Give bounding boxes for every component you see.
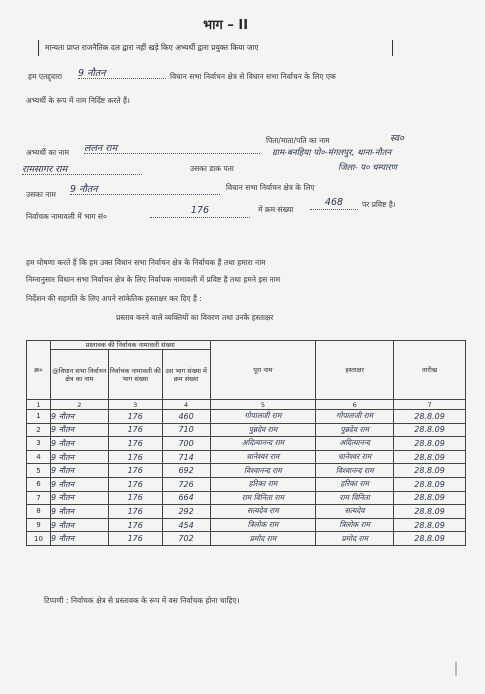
cell-name: पुन्नदेव राम xyxy=(210,423,316,437)
cell-sno: 4 xyxy=(27,450,51,464)
column-number: 3 xyxy=(108,400,162,410)
table-row xyxy=(27,505,466,519)
cell-serial: 454 xyxy=(162,518,210,532)
table-row xyxy=(27,518,466,532)
intro-line2: अभ्यर्थी के रूप में नाम निर्दिष्ट करते हैं। xyxy=(26,96,130,105)
cell-date: 28.8.09 xyxy=(394,477,466,491)
table-row xyxy=(27,477,466,491)
cell-date: 28.8.09 xyxy=(394,437,466,451)
cell-part: 176 xyxy=(108,423,162,437)
table-row xyxy=(27,464,466,478)
cell-part: 176 xyxy=(108,491,162,505)
header-group: प्रस्तावक की निर्वाचक नामावली संख्या xyxy=(50,341,210,350)
cell-name: अदित्यानन्द राम xyxy=(210,437,316,451)
header-date: तारीख xyxy=(394,341,466,400)
cell-signature: पुन्नदेव राम xyxy=(316,423,394,437)
header-constituency: @विधान सभा निर्वाचन क्षेत्र का नाम xyxy=(50,350,108,400)
table-row xyxy=(27,491,466,505)
column-number: 7 xyxy=(394,400,466,410)
candidate-name-label: अभ्यर्थी का नाम xyxy=(26,148,69,157)
cell-part: 176 xyxy=(108,410,162,424)
relation-label: पिता/माता/पति का नाम xyxy=(266,136,330,145)
cell-signature: त्रिलोक राम xyxy=(316,518,394,532)
margin-mark xyxy=(455,662,457,676)
declaration-line2: निम्नानुसार विधान सभा निर्वाचन क्षेत्र के लिए निर्वाचक नामावली में प्रविष्ट है तथा हमने इस नाम xyxy=(26,275,281,284)
cell-signature: सत्यदेव xyxy=(316,505,394,519)
cell-name: गोपालजी राम xyxy=(210,410,316,424)
cell-part: 176 xyxy=(108,518,162,532)
intro-suffix: विधान सभा निर्वाचन क्षेत्र से विधान सभा निर्वाचन के लिए एक xyxy=(170,72,336,81)
cell-serial: 692 xyxy=(162,464,210,478)
declaration-line1: हम घोषणा करते हैं कि हम उक्त विधान सभा निर्वाचन क्षेत्र के निर्वाचक हैं तथा हमारा नाम xyxy=(26,258,266,267)
cell-name: प्रमोद राम xyxy=(210,532,316,546)
footnote: टिप्पणी : निर्वाचक क्षेत्र से प्रस्तावक के रूप में वस निर्वाचक होना चाहिए। xyxy=(44,596,240,605)
serial-number: 468 xyxy=(310,197,358,210)
cell-part: 176 xyxy=(108,450,162,464)
cell-serial: 726 xyxy=(162,477,210,491)
roll-label-pre: निर्वाचक नामावली में भाग सं० xyxy=(26,212,107,221)
cell-serial: 710 xyxy=(162,423,210,437)
cell-serial: 714 xyxy=(162,450,210,464)
cell-constituency: 9 नौतन xyxy=(50,518,108,532)
cell-constituency: 9 नौतन xyxy=(50,464,108,478)
proposers-table xyxy=(26,340,466,546)
cell-date: 28.8.09 xyxy=(394,410,466,424)
intro-constituency: 9 नौतन xyxy=(78,66,166,79)
header-serial: उस भाग संख्या में क्रम संख्या xyxy=(162,350,210,400)
cell-signature: प्रमोद राम xyxy=(316,532,394,546)
cell-serial: 664 xyxy=(162,491,210,505)
table-row xyxy=(27,410,466,424)
header-name: पूरा नाम xyxy=(210,341,316,400)
cell-part: 176 xyxy=(108,464,162,478)
declaration-line3: निर्देशन की सहमति के लिए अपने सांकेतिक हस्ताक्षर कर दिए हैं : xyxy=(26,294,202,303)
cell-signature: राम विनिता xyxy=(316,491,394,505)
table-row xyxy=(27,437,466,451)
cell-sno: 7 xyxy=(27,491,51,505)
header-part: निर्वाचक नामावली की भाग संख्या xyxy=(108,350,162,400)
candidate-constituency: 9 नौतन xyxy=(70,182,220,195)
relation-name-cont: रामसागर राम xyxy=(22,162,142,175)
header-sno: क्र० xyxy=(27,341,51,400)
header-signature: हस्ताक्षर xyxy=(316,341,394,400)
cell-date: 28.8.09 xyxy=(394,450,466,464)
part-number: 176 xyxy=(150,205,250,218)
table-row xyxy=(27,423,466,437)
cell-name: धानेश्वर राम xyxy=(210,450,316,464)
cell-constituency: 9 नौतन xyxy=(50,505,108,519)
cell-serial: 460 xyxy=(162,410,210,424)
cell-part: 176 xyxy=(108,532,162,546)
cell-date: 28.8.09 xyxy=(394,464,466,478)
cell-signature: गोपालजी राम xyxy=(316,410,394,424)
cell-name: हरिका राम xyxy=(210,477,316,491)
cell-sno: 3 xyxy=(27,437,51,451)
cell-signature: धानेश्वर राम xyxy=(316,450,394,464)
column-number: 4 xyxy=(162,400,210,410)
column-number: 2 xyxy=(50,400,108,410)
cell-name: राम विनिता राम xyxy=(210,491,316,505)
cell-part: 176 xyxy=(108,437,162,451)
page-title: भाग – II xyxy=(203,18,249,33)
cell-sno: 5 xyxy=(27,464,51,478)
column-number: 1 xyxy=(27,400,51,410)
cell-serial: 702 xyxy=(162,532,210,546)
cell-sno: 10 xyxy=(27,532,51,546)
candidate-name: ललन राम xyxy=(84,141,260,154)
column-number: 6 xyxy=(316,400,394,410)
cell-part: 176 xyxy=(108,505,162,519)
cell-part: 176 xyxy=(108,477,162,491)
cell-sno: 1 xyxy=(27,410,51,424)
cell-constituency: 9 नौतन xyxy=(50,437,108,451)
cell-constituency: 9 नौतन xyxy=(50,491,108,505)
address-label: उसका डाक पता xyxy=(190,164,234,173)
table-caption: प्रस्ताव करने वाले व्यक्तियों का विवरण तथा उनके हस्ताक्षर xyxy=(116,313,274,322)
intro-prefix: हम एतद्द्वारा xyxy=(28,72,63,81)
cell-sno: 6 xyxy=(27,477,51,491)
cell-name: सत्यदेव राम xyxy=(210,505,316,519)
cell-constituency: 9 नौतन xyxy=(50,423,108,437)
cell-signature: विश्वानन्द राम xyxy=(316,464,394,478)
cell-constituency: 9 नौतन xyxy=(50,477,108,491)
cell-serial: 292 xyxy=(162,505,210,519)
cell-constituency: 9 नौतन xyxy=(50,410,108,424)
column-number: 5 xyxy=(210,400,316,410)
cell-date: 28.8.09 xyxy=(394,491,466,505)
cell-sno: 2 xyxy=(27,423,51,437)
roll-label-mid: में क्रम संख्या xyxy=(258,205,294,214)
cell-sno: 8 xyxy=(27,505,51,519)
cell-name: त्रिलोक राम xyxy=(210,518,316,532)
cell-name: विश्वानन्द राम xyxy=(210,464,316,478)
table-row xyxy=(27,532,466,546)
cell-date: 28.8.09 xyxy=(394,423,466,437)
address-line1: ग्राम-बनहिया पो०-मंगलपुर, थाना-नौतन xyxy=(272,148,392,158)
table-row xyxy=(27,450,466,464)
cell-signature: अदित्यानन्द xyxy=(316,437,394,451)
cell-date: 28.8.09 xyxy=(394,532,466,546)
constituency-label-pre: उसका नाम xyxy=(26,190,56,199)
usage-note: मान्यता प्राप्त राजनैतिक दल द्वारा नहीं खड़े किए अभ्यर्थी द्वारा प्रयुक्त किया जाए xyxy=(38,40,393,56)
roll-label-post: पर प्रविष्ट है। xyxy=(362,200,396,209)
cell-signature: हरिका राम xyxy=(316,477,394,491)
cell-date: 28.8.09 xyxy=(394,518,466,532)
constituency-label-post: विधान सभा निर्वाचन क्षेत्र के लिए xyxy=(226,183,315,192)
cell-date: 28.8.09 xyxy=(394,505,466,519)
cell-serial: 700 xyxy=(162,437,210,451)
cell-constituency: 9 नौतन xyxy=(50,532,108,546)
address-line2: जिला- प० चम्पारण xyxy=(338,163,397,173)
cell-constituency: 9 नौतन xyxy=(50,450,108,464)
cell-sno: 9 xyxy=(27,518,51,532)
relation-name: स्व० xyxy=(390,133,404,144)
